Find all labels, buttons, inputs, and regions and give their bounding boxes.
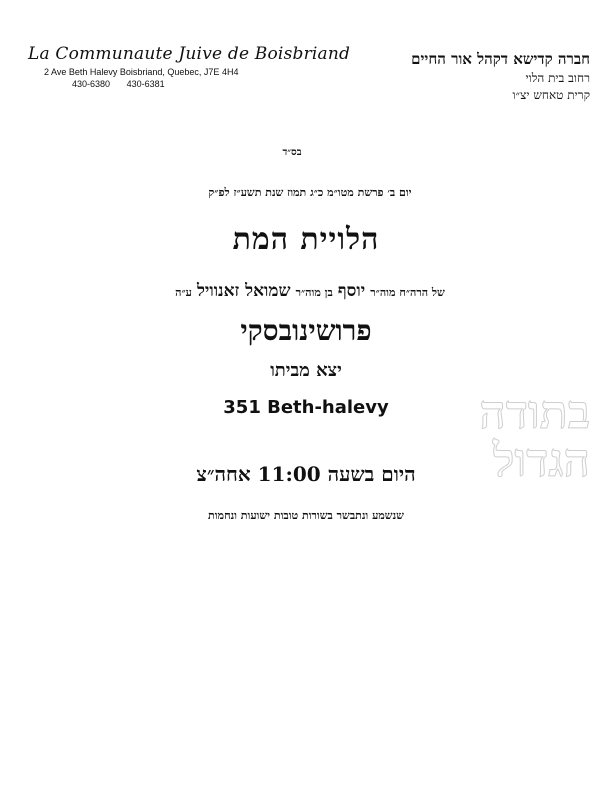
watermark-line: בתודה <box>479 385 590 439</box>
org-name-hebrew: חברה קדישא דקהל אור החיים <box>411 50 590 68</box>
date-line: יום ב׳ פרשת מטו״מ כ״ג תמוז שנת תשע״ז לפ״ק <box>208 186 412 199</box>
org-header-hebrew <box>330 50 590 103</box>
funeral-time: היום בשעה 11:00 אחה״צ <box>196 462 416 486</box>
deceased-name-line <box>40 281 580 301</box>
org-header-french <box>28 44 351 89</box>
org-street-hebrew: רחוב בית הלוי <box>525 71 590 85</box>
org-address-french: 2 Ave Beth Halevy Boisbriand, Quebec, J7E 4H4 <box>44 67 239 77</box>
leaves-home-label: יצא מביתו <box>270 360 342 381</box>
honorific-prefix: של הרה״ח מוה״ר <box>370 286 445 299</box>
page-title: הלויית המת <box>232 222 380 257</box>
phone-number: 430-6380 <box>72 79 111 89</box>
org-phones <box>72 79 298 89</box>
father-name: שמואל זאנוויל <box>196 281 291 301</box>
funeral-address: 351 Beth-halevy <box>223 397 389 418</box>
closing-blessing: שנשמע ונתבשר בשורות טובות ישועות ונחמות <box>208 509 404 522</box>
surname: פרושינובסקי <box>240 314 372 347</box>
watermark-line: הגדול <box>492 433 590 487</box>
ben-label: בן מוה״ר <box>295 286 333 299</box>
first-name: יוסף <box>337 281 366 301</box>
bsd-mark: בס״ד <box>282 147 302 158</box>
phone-number: 430-6381 <box>126 79 165 89</box>
org-city-hebrew: קרית טאחש יצ״ו <box>512 88 590 102</box>
org-name-french: La Communaute Juive de Boisbriand <box>28 44 351 64</box>
honorific-suffix: ע״ה <box>175 286 192 299</box>
